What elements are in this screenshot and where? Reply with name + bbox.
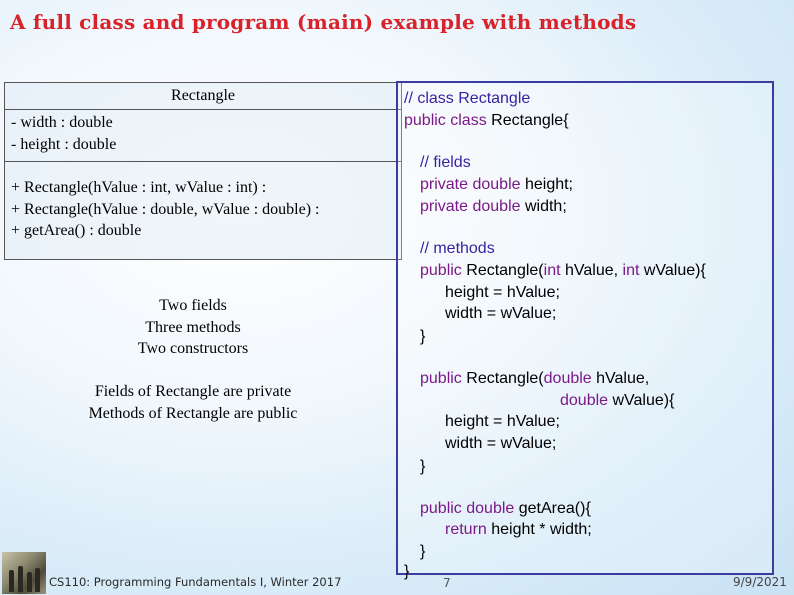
code-line <box>404 111 569 131</box>
uml-divider <box>5 109 401 110</box>
code-keyword: return <box>445 521 487 538</box>
code-panel <box>396 81 774 580</box>
code-keyword: private double <box>420 176 521 193</box>
code-line: } <box>404 563 410 580</box>
code-line: } <box>420 328 426 345</box>
code-line <box>420 369 649 389</box>
uml-operation: + Rectangle(hValue : double, wValue : double) : <box>11 200 320 218</box>
uml-class-diagram <box>4 82 402 260</box>
uml-operation: + getArea() : double <box>11 222 142 239</box>
code-text: width; <box>520 198 567 215</box>
code-text: height * width; <box>486 521 592 538</box>
visibility-notes <box>40 381 346 424</box>
uml-attribute: - height : double <box>11 136 117 153</box>
uml-attribute: - width : double <box>11 114 113 131</box>
code-text: hValue, <box>560 262 623 279</box>
code-line: } <box>420 458 426 475</box>
summary-notes <box>60 295 326 360</box>
code-text: wValue){ <box>608 392 675 409</box>
footer-course: CS110: Programming Fundamentals I, Winter 2017 <box>49 575 342 589</box>
note-line: Fields of Rectangle are private <box>94 383 292 400</box>
code-line <box>445 520 592 540</box>
note-line: Two constructors <box>137 340 249 357</box>
uml-operation: + Rectangle(hValue : int, wValue : int) : <box>11 179 267 196</box>
code-keyword: public class <box>404 112 487 129</box>
note-line: Two fields <box>159 297 227 314</box>
code-line: width = wValue; <box>445 435 557 452</box>
code-comment: // fields <box>420 154 471 171</box>
note-line: Methods of Rectangle are public <box>88 404 298 422</box>
footer-date: 9/9/2021 <box>733 575 787 589</box>
uml-attributes <box>11 112 116 156</box>
code-text: Rectangle( <box>461 370 544 387</box>
code-keyword: public double <box>420 500 515 517</box>
code-text: height; <box>520 176 573 193</box>
page-number: 7 <box>443 576 451 590</box>
code-comment: // methods <box>420 240 495 257</box>
uml-divider <box>5 161 401 162</box>
code-keyword: public <box>420 370 462 387</box>
code-line: height = hValue; <box>445 413 560 430</box>
code-line <box>420 175 573 195</box>
code-line: height = hValue; <box>445 284 560 301</box>
code-line <box>560 391 674 411</box>
code-text: wValue){ <box>639 262 706 279</box>
code-line: width = wValue; <box>445 305 557 322</box>
code-text: Rectangle( <box>461 262 544 279</box>
code-text: getArea(){ <box>514 500 591 517</box>
uml-operations <box>11 177 320 242</box>
code-keyword: int <box>543 262 561 279</box>
code-keyword: private double <box>420 198 521 215</box>
code-line <box>420 197 567 217</box>
code-keyword: double <box>543 370 592 387</box>
code-text: Rectangle{ <box>486 112 569 129</box>
uml-class-name: Rectangle <box>171 87 235 104</box>
course-thumbnail-image <box>2 552 46 594</box>
code-line: } <box>420 543 426 560</box>
code-keyword: double <box>560 392 609 409</box>
code-line <box>420 499 591 519</box>
code-keyword: int <box>622 262 640 279</box>
code-line <box>420 261 706 281</box>
note-line: Three methods <box>145 318 241 336</box>
code-comment: // class Rectangle <box>404 90 531 107</box>
slide-title: A full class and program (main) example with methods <box>10 10 637 34</box>
code-keyword: public <box>420 262 462 279</box>
code-text: hValue, <box>591 370 650 387</box>
